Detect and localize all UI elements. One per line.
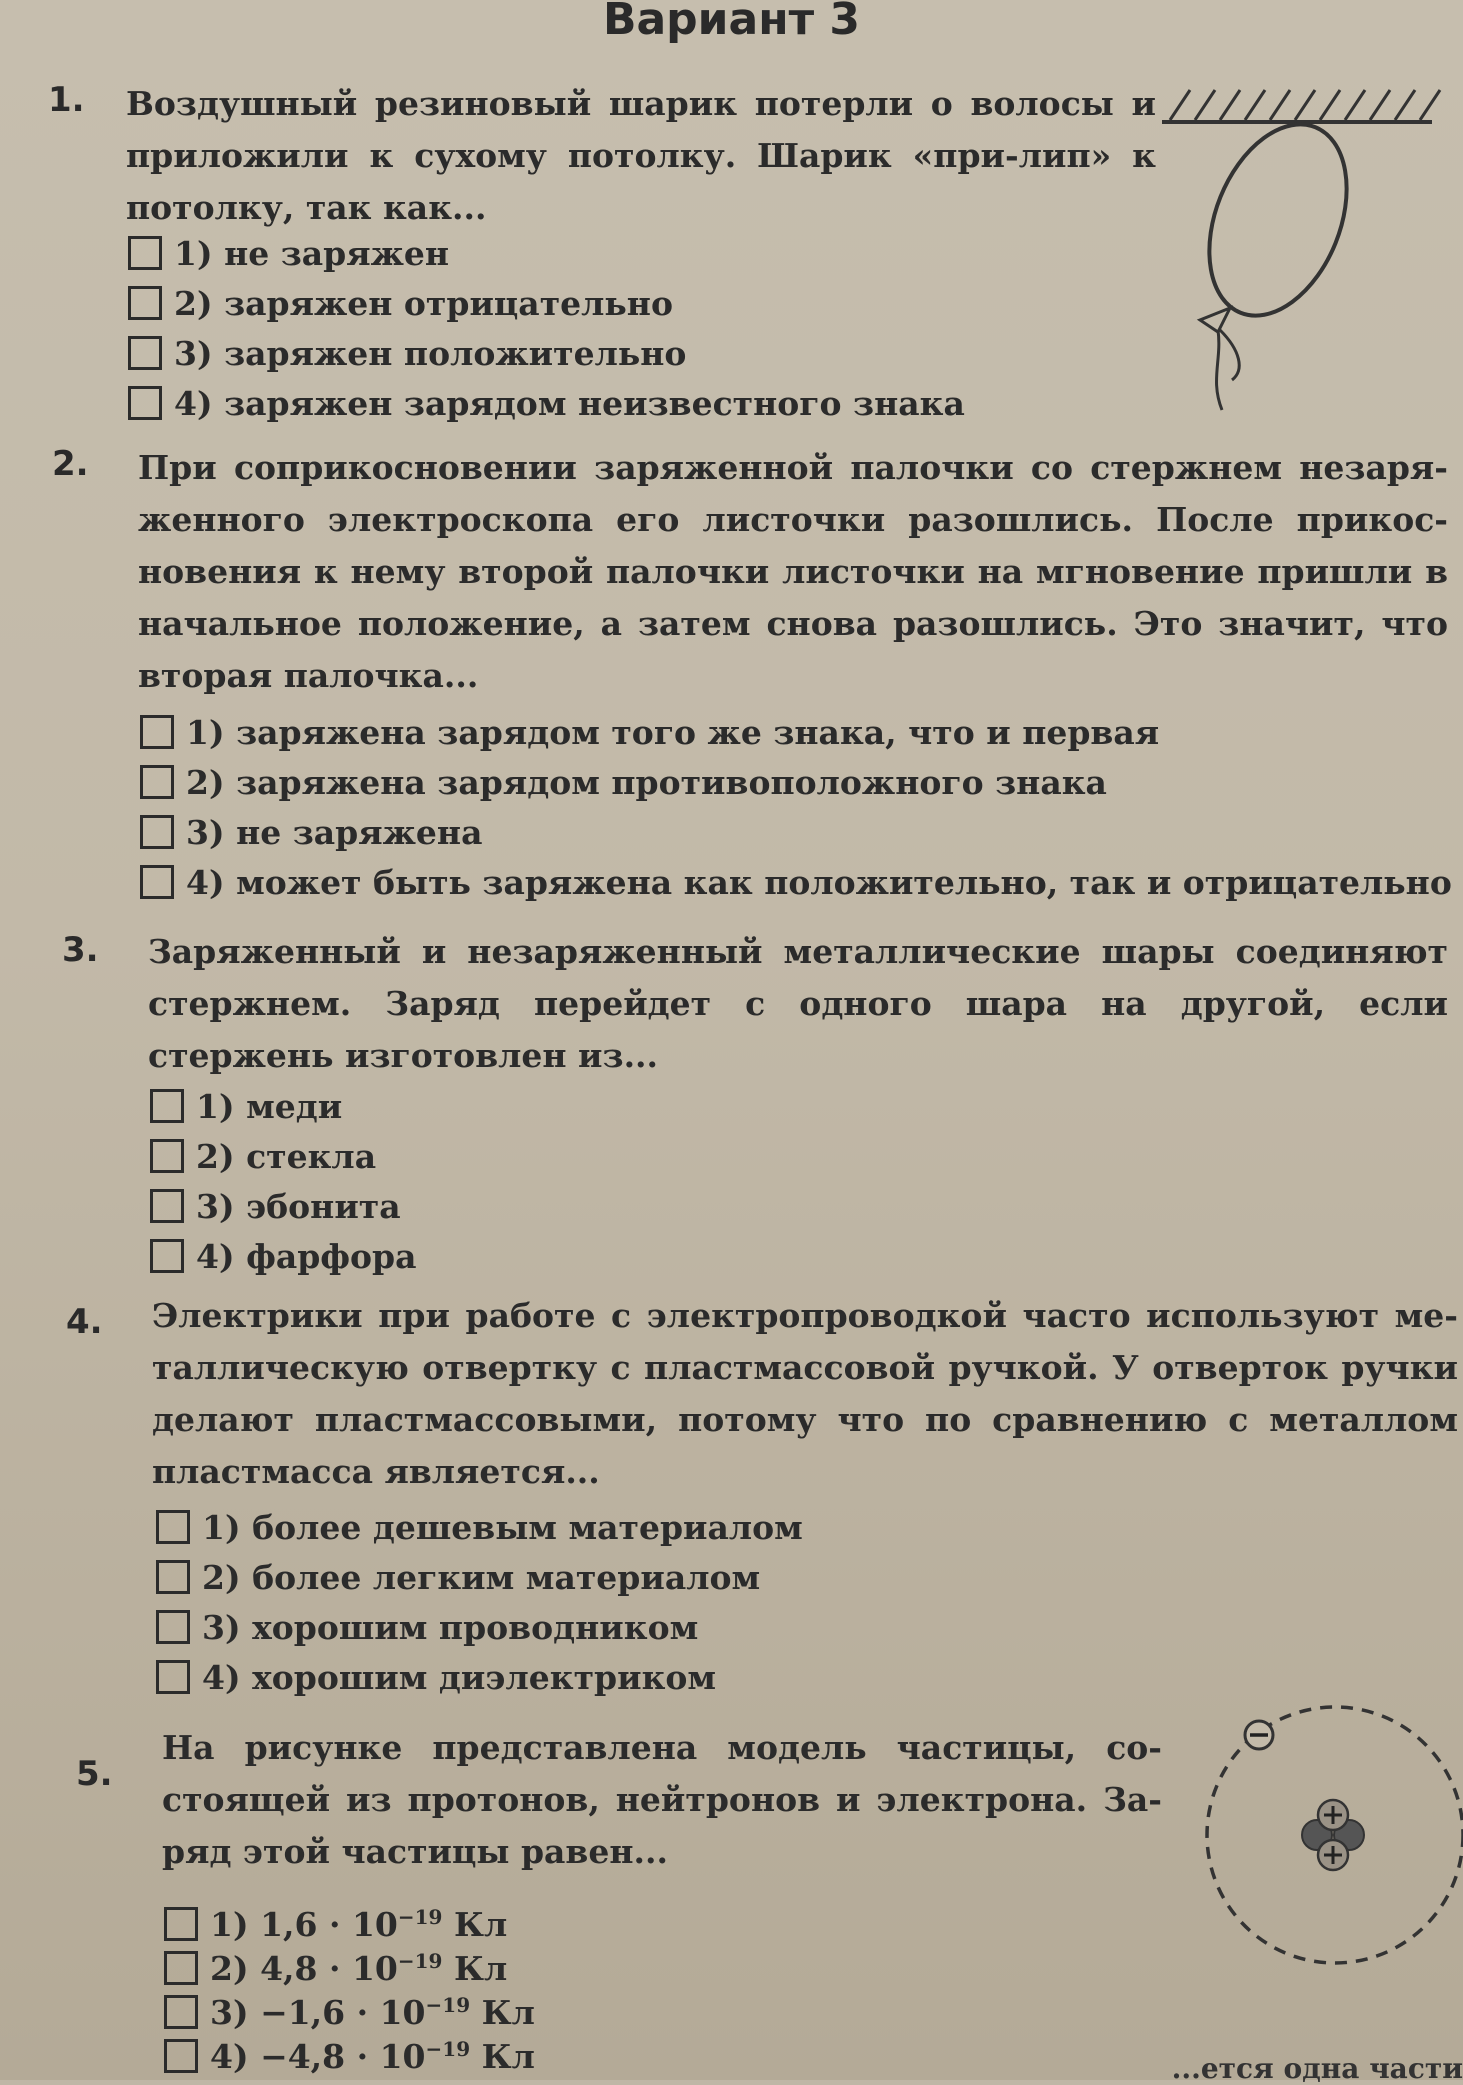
- option-label: 4) заряжен зарядом неизвестного знака: [174, 383, 965, 423]
- question-stem: Заряженный и незаряженный металлические шары соединяют стержнем. Заряд перейдет с одного шара на другой, если стержень изготовлен из...: [148, 932, 1448, 1075]
- answer-option[interactable]: [140, 807, 1452, 857]
- option-label: 3) эбонита: [196, 1186, 401, 1226]
- answer-options: [128, 228, 965, 428]
- answer-option[interactable]: [150, 1231, 417, 1281]
- answer-option[interactable]: [140, 857, 1452, 907]
- answer-option[interactable]: [156, 1552, 803, 1602]
- answer-option[interactable]: [164, 2034, 535, 2078]
- answer-options: [156, 1502, 803, 1702]
- question-stem: Электрики при работе с электропроводкой часто используют ме-таллическую отвертку с пластмассовой ручкой. У отверток ручки делают пластмассовыми, потому что по сравнению с металлом пластмасса является...: [152, 1296, 1458, 1491]
- answer-checkbox[interactable]: [140, 865, 174, 899]
- answer-option[interactable]: [150, 1131, 417, 1181]
- answer-checkbox[interactable]: [128, 386, 162, 420]
- answer-option[interactable]: [150, 1181, 417, 1231]
- question-number: 4.: [66, 1302, 103, 1342]
- answer-option[interactable]: [128, 228, 965, 278]
- answer-checkbox[interactable]: [140, 715, 174, 749]
- answer-option[interactable]: [140, 707, 1452, 757]
- answer-checkbox[interactable]: [150, 1189, 184, 1223]
- answer-checkbox[interactable]: [164, 2039, 198, 2073]
- answer-option[interactable]: [164, 1902, 535, 1946]
- option-label: 2) стекла: [196, 1136, 377, 1176]
- answer-checkbox[interactable]: [150, 1139, 184, 1173]
- answer-checkbox[interactable]: [150, 1239, 184, 1273]
- answer-option[interactable]: [156, 1652, 803, 1702]
- answer-option[interactable]: [156, 1602, 803, 1652]
- answer-checkbox[interactable]: [128, 336, 162, 370]
- option-label: 4) фарфора: [196, 1236, 417, 1276]
- option-label: 2) более легким материалом: [202, 1557, 761, 1597]
- option-label: 3) не заряжена: [186, 812, 483, 852]
- answer-checkbox[interactable]: [140, 815, 174, 849]
- answer-option[interactable]: [156, 1502, 803, 1552]
- option-label: 3) заряжен положительно: [174, 333, 687, 373]
- answer-option[interactable]: [128, 378, 965, 428]
- question-number: 1.: [48, 80, 85, 120]
- cut-off-text: ...ется одна части: [1171, 2052, 1463, 2085]
- answer-options: [150, 1081, 417, 1281]
- question-stem: При соприкосновении заряженной палочки со стержнем незаря-женного электроскопа его листочки разошлись. После прикос-новения к нему второй палочки листочки на мгновение пришли в начальное положение, а затем снова разошлись. Это значит, что вторая палочка...: [138, 448, 1448, 695]
- option-label: 2) заряжена зарядом противоположного знака: [186, 762, 1107, 802]
- answer-checkbox[interactable]: [164, 1995, 198, 2029]
- question-number: 3.: [62, 930, 99, 970]
- answer-option[interactable]: [128, 328, 965, 378]
- question-stem: На рисунке представлена модель частицы, со-стоящей из протонов, нейтронов и электрона. За-ряд этой частицы равен...: [162, 1728, 1162, 1871]
- question-number: 2.: [52, 444, 89, 484]
- answer-checkbox[interactable]: [156, 1660, 190, 1694]
- option-label: 1) более дешевым материалом: [202, 1507, 803, 1547]
- answer-option[interactable]: [150, 1081, 417, 1131]
- option-label: 1) заряжена зарядом того же знака, что и первая: [186, 712, 1160, 752]
- answer-checkbox[interactable]: [128, 236, 162, 270]
- option-label: $3) -1,6 \cdot 10^{-19}$ Кл: [210, 1992, 535, 2032]
- answer-checkbox[interactable]: [164, 1907, 198, 1941]
- option-label: 1) не заряжен: [174, 233, 450, 273]
- atom-model-figure: [1195, 1695, 1463, 1975]
- answer-option[interactable]: [164, 1990, 535, 2034]
- option-label: 2) заряжен отрицательно: [174, 283, 673, 323]
- question-number: 5.: [76, 1754, 113, 1794]
- variant-title: Вариант 3: [602, 0, 861, 45]
- answer-option[interactable]: [164, 1946, 535, 1990]
- option-label: $4) -4,8 \cdot 10^{-19}$ Кл: [210, 2036, 535, 2076]
- answer-checkbox[interactable]: [156, 1510, 190, 1544]
- answer-checkbox[interactable]: [140, 765, 174, 799]
- option-label: 2) $4,8 \cdot 10^{-19}$ Кл: [210, 1948, 508, 1988]
- answer-checkbox[interactable]: [128, 286, 162, 320]
- option-label: 3) хорошим проводником: [202, 1607, 699, 1647]
- answer-options: [140, 707, 1452, 907]
- answer-checkbox[interactable]: [156, 1560, 190, 1594]
- option-label: 1) $1,6 \cdot 10^{-19}$ Кл: [210, 1904, 508, 1944]
- answer-options: [164, 1902, 535, 2078]
- answer-option[interactable]: [128, 278, 965, 328]
- answer-checkbox[interactable]: [150, 1089, 184, 1123]
- option-label: 4) может быть заряжена как положительно, так и отрицательно: [186, 862, 1452, 902]
- option-label: 1) меди: [196, 1086, 343, 1126]
- option-label: 4) хорошим диэлектриком: [202, 1657, 717, 1697]
- question-stem: Воздушный резиновый шарик потерли о волосы и приложили к сухому потолку. Шарик «при-лип» к потолку, так как...: [126, 84, 1156, 227]
- answer-checkbox[interactable]: [164, 1951, 198, 1985]
- answer-option[interactable]: [140, 757, 1452, 807]
- answer-checkbox[interactable]: [156, 1610, 190, 1644]
- balloon-on-ceiling-figure: [1150, 80, 1450, 420]
